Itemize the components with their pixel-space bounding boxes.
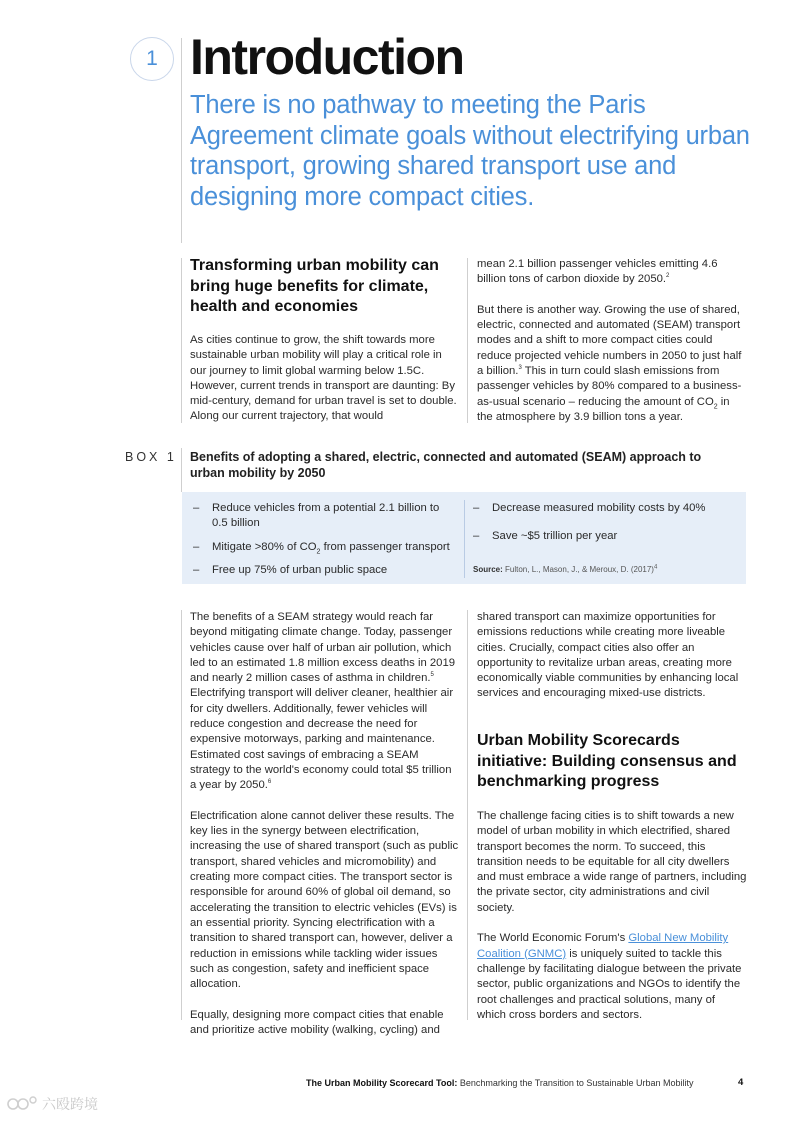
watermark-text: 六殴跨境: [42, 1096, 98, 1112]
section2-right-top-paragraph: shared transport can maximize opportunities for emissions reductions while creating more liveable cities. Crucially, compact cities also offer an opportunity to revitalize urban areas, creating more economically viable communities by enhancing local services and encouraging mixed-use districts.: [477, 611, 739, 700]
box-item-reduce-vehicles: – Reduce vehicles from a potential 2.1 billion to 0.5 billion: [193, 502, 440, 529]
section1-right-column: mean 2.1 billion passenger vehicles emitting 4.6 billion tons of carbon dioxide by 2050.$^2$ But there is another way. Growing the use of shared, electric, connected and automated (SEAM) transport modes and a shift to more compact cities could reduce projected vehicle numbers in 2050 to just half a billion.$^3$ This in turn could slash emissions from passenger vehicles by 80% compared to a business-as-usual scenario – reducing the amount of $CO_2$ in the atmosphere by 3.9 billion tons a year.: [477, 258, 742, 423]
box-title: Benefits of adopting a shared, electric, connected and automated (SEAM) approach to urban mobility by 2050: [190, 450, 702, 480]
section-heading-scorecards: Urban Mobility Scorecards initiative: Building consensus and benchmarking progress: [477, 732, 737, 790]
section-heading-benefits: Transforming urban mobility can bring huge benefits for climate, health and economies: [190, 257, 439, 315]
page-subtitle: There is no pathway to meeting the Paris Agreement climate goals without electrifying urban transport, growing shared transport use and designing more compact cities.: [190, 91, 750, 211]
box-left-rule: [181, 448, 182, 492]
section2-right-bottom-column: The challenge facing cities is to shift towards a new model of urban mobility in which electrified, shared transport becomes the norm. To succeed, this transition needs to be equitable for all city dwellers and must embrace a wide range of partners, including the private sector, city administrations and civil society. The World Economic Forum's Global New Mobility Coalition (GNMC) is uniquely suited to tackle this challenge by facilitating dialogue between the private sector, public organizations and NGOs to identify the root challenges and practical solutions, many of which cross borders and sectors.: [477, 810, 747, 1021]
watermark: [6, 1094, 98, 1114]
section1-left-rule: [181, 258, 182, 423]
box-item-mitigate-co2: – Mitigate >80% of $CO_2$ from passenger transport: [193, 541, 450, 556]
section2-left-rule: [181, 610, 182, 1020]
section1-left-paragraph: As cities continue to grow, the shift towards more sustainable urban mobility will play a critical role in our journey to limit global warming below 1.5C. However, current trends in transport are daunting: By mid-century, demand for urban travel is set to double. Along our current trajectory, that would: [190, 334, 457, 423]
page-title: Introduction: [190, 29, 464, 85]
header-divider-line: [181, 38, 182, 243]
chapter-number-badge: 1: [130, 37, 174, 81]
box-item-decrease-costs: – Decrease measured mobility costs by 40%: [473, 502, 706, 514]
gnmc-link[interactable]: Global New Mobility Coalition (GNMC): [477, 932, 729, 960]
box-source-citation: Source: Fulton, L., Mason, J., & Meroux, D. $(2017)^4$: [473, 564, 658, 574]
section2-left-column: The benefits of a SEAM strategy would reach far beyond mitigating climate change. Today, passenger vehicles cause over half of urban air pollution, which led to an estimated 1.8 million excess deaths in 2019 and nearly 2 million cases of asthma in children.$^5$ Electrifying transport will deliver cleaner, healthier air for city dwellers. Additionally, fewer vehicles will reduce congestion and decrease the need for expensive motorways, parking and maintenance. Estimated cost savings of embracing a SEAM strategy to the world's economy could total $5 trillion a year by 2050.$^6$ Electrification alone cannot deliver these results. The key lies in the synergy between electrification, increasing the use of shared transport (such as public transport, shared vehicles and micromobility) and creating more compact cities. The transport sector is responsible for around 60% of global oil demand, so accelerating the transition to electric vehicles (EVs) is an essential priority. Syncing electrification with a transition to shared transport can, however, deliver a reduction in emissions while tackling wider issues such as congestion, safety and inefficient space allocation. Equally, designing more compact cities that enable and prioritize active mobility (walking, cycling) and: [190, 611, 459, 1037]
watermark-logo-icon: [6, 1095, 38, 1113]
box-column-divider: [464, 500, 465, 578]
page-number: 4: [738, 1077, 744, 1088]
section2-right-rule: [467, 610, 468, 1020]
box-item-save-trillion: – Save ~$5 trillion per year: [473, 530, 618, 542]
section1-right-rule: [467, 258, 468, 423]
box-label: BOX 1: [125, 450, 177, 464]
box-item-free-space: – Free up 75% of urban public space: [193, 564, 388, 576]
page-footer: The Urban Mobility Scorecard Tool: Benchmarking the Transition to Sustainable Urban Mobility: [306, 1078, 694, 1088]
